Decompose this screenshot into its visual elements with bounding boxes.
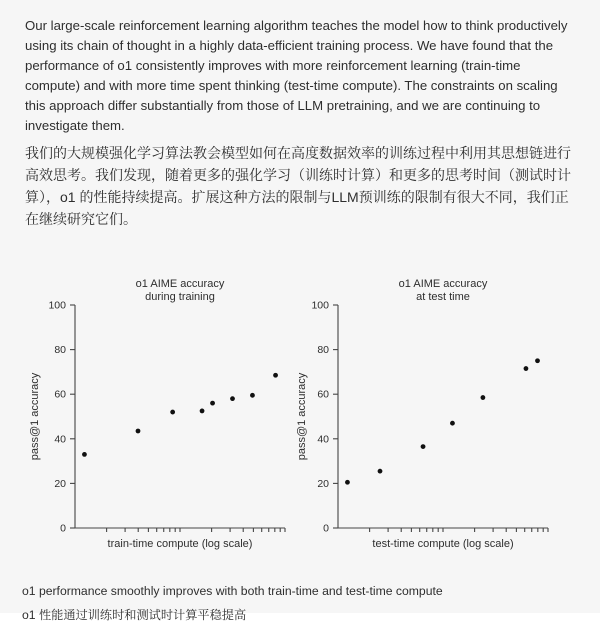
chart-title: at test time — [416, 291, 470, 303]
data-point — [421, 444, 426, 449]
data-point — [450, 421, 455, 426]
data-point — [200, 409, 205, 414]
x-axis-label: train-time compute (log scale) — [107, 538, 253, 550]
y-tick-label: 80 — [54, 344, 66, 357]
data-point — [481, 395, 486, 400]
data-point — [378, 469, 383, 474]
x-axis-label: test-time compute (log scale) — [372, 538, 514, 550]
data-point — [524, 366, 529, 371]
data-point — [82, 452, 87, 457]
y-tick-label: 20 — [317, 477, 329, 490]
y-tick-label: 60 — [317, 388, 329, 401]
chart-title: o1 AIME accuracy — [398, 278, 488, 290]
data-point — [230, 396, 235, 401]
y-tick-label: 40 — [54, 433, 66, 446]
figure-caption-chinese: o1 性能通过训练时和测试时计算平稳提高 — [22, 608, 247, 623]
data-point — [345, 480, 350, 485]
intro-paragraph-chinese: 我们的大规模强化学习算法教会模型如何在高度数据效率的训练过程中利用其思想链进行高效思考。我们发现，随着更多的强化学习（训练时计算）和更多的思考时间（测试时计算），o1 的性能持续提高。扩展这种方法的限制与LLM预训练的限制有很大不同，我们正在继续研究它们。 — [25, 145, 571, 227]
data-point — [136, 429, 141, 434]
data-point — [170, 410, 175, 415]
figure-caption-english: o1 performance smoothly improves with both train-time and test-time compute — [22, 584, 443, 599]
y-axis-label: pass@1 accuracy — [296, 372, 308, 461]
intro-paragraph-english: Our large-scale reinforcement learning algorithm teaches the model how to think productively using its chain of thought in a highly data-efficient training process. We have found that the performance of o1 consistently improves with more reinforcement learning (train-time compute) and with more time spent thinking (test-time compute). The constraints on scaling this approach differ substantially from those of LLM pretraining, and we are continuing to investigate them. — [25, 18, 568, 134]
y-tick-label: 0 — [323, 522, 329, 535]
y-axis-label: pass@1 accuracy — [29, 372, 41, 461]
chart-title: during training — [145, 291, 215, 303]
y-tick-label: 40 — [317, 433, 329, 446]
data-point — [273, 373, 278, 378]
chart-o1-aime-accuracy-at-test-time — [290, 265, 600, 565]
data-point — [210, 401, 215, 406]
data-point — [250, 393, 255, 398]
y-tick-label: 0 — [60, 522, 66, 535]
y-tick-label: 80 — [317, 344, 329, 357]
y-tick-label: 20 — [54, 477, 66, 490]
data-point — [535, 358, 540, 363]
chart-title: o1 AIME accuracy — [135, 278, 225, 290]
y-tick-label: 100 — [48, 299, 66, 312]
y-tick-label: 100 — [311, 299, 329, 312]
chart-o1-aime-accuracy-during-training — [10, 265, 310, 565]
y-tick-label: 60 — [54, 388, 66, 401]
